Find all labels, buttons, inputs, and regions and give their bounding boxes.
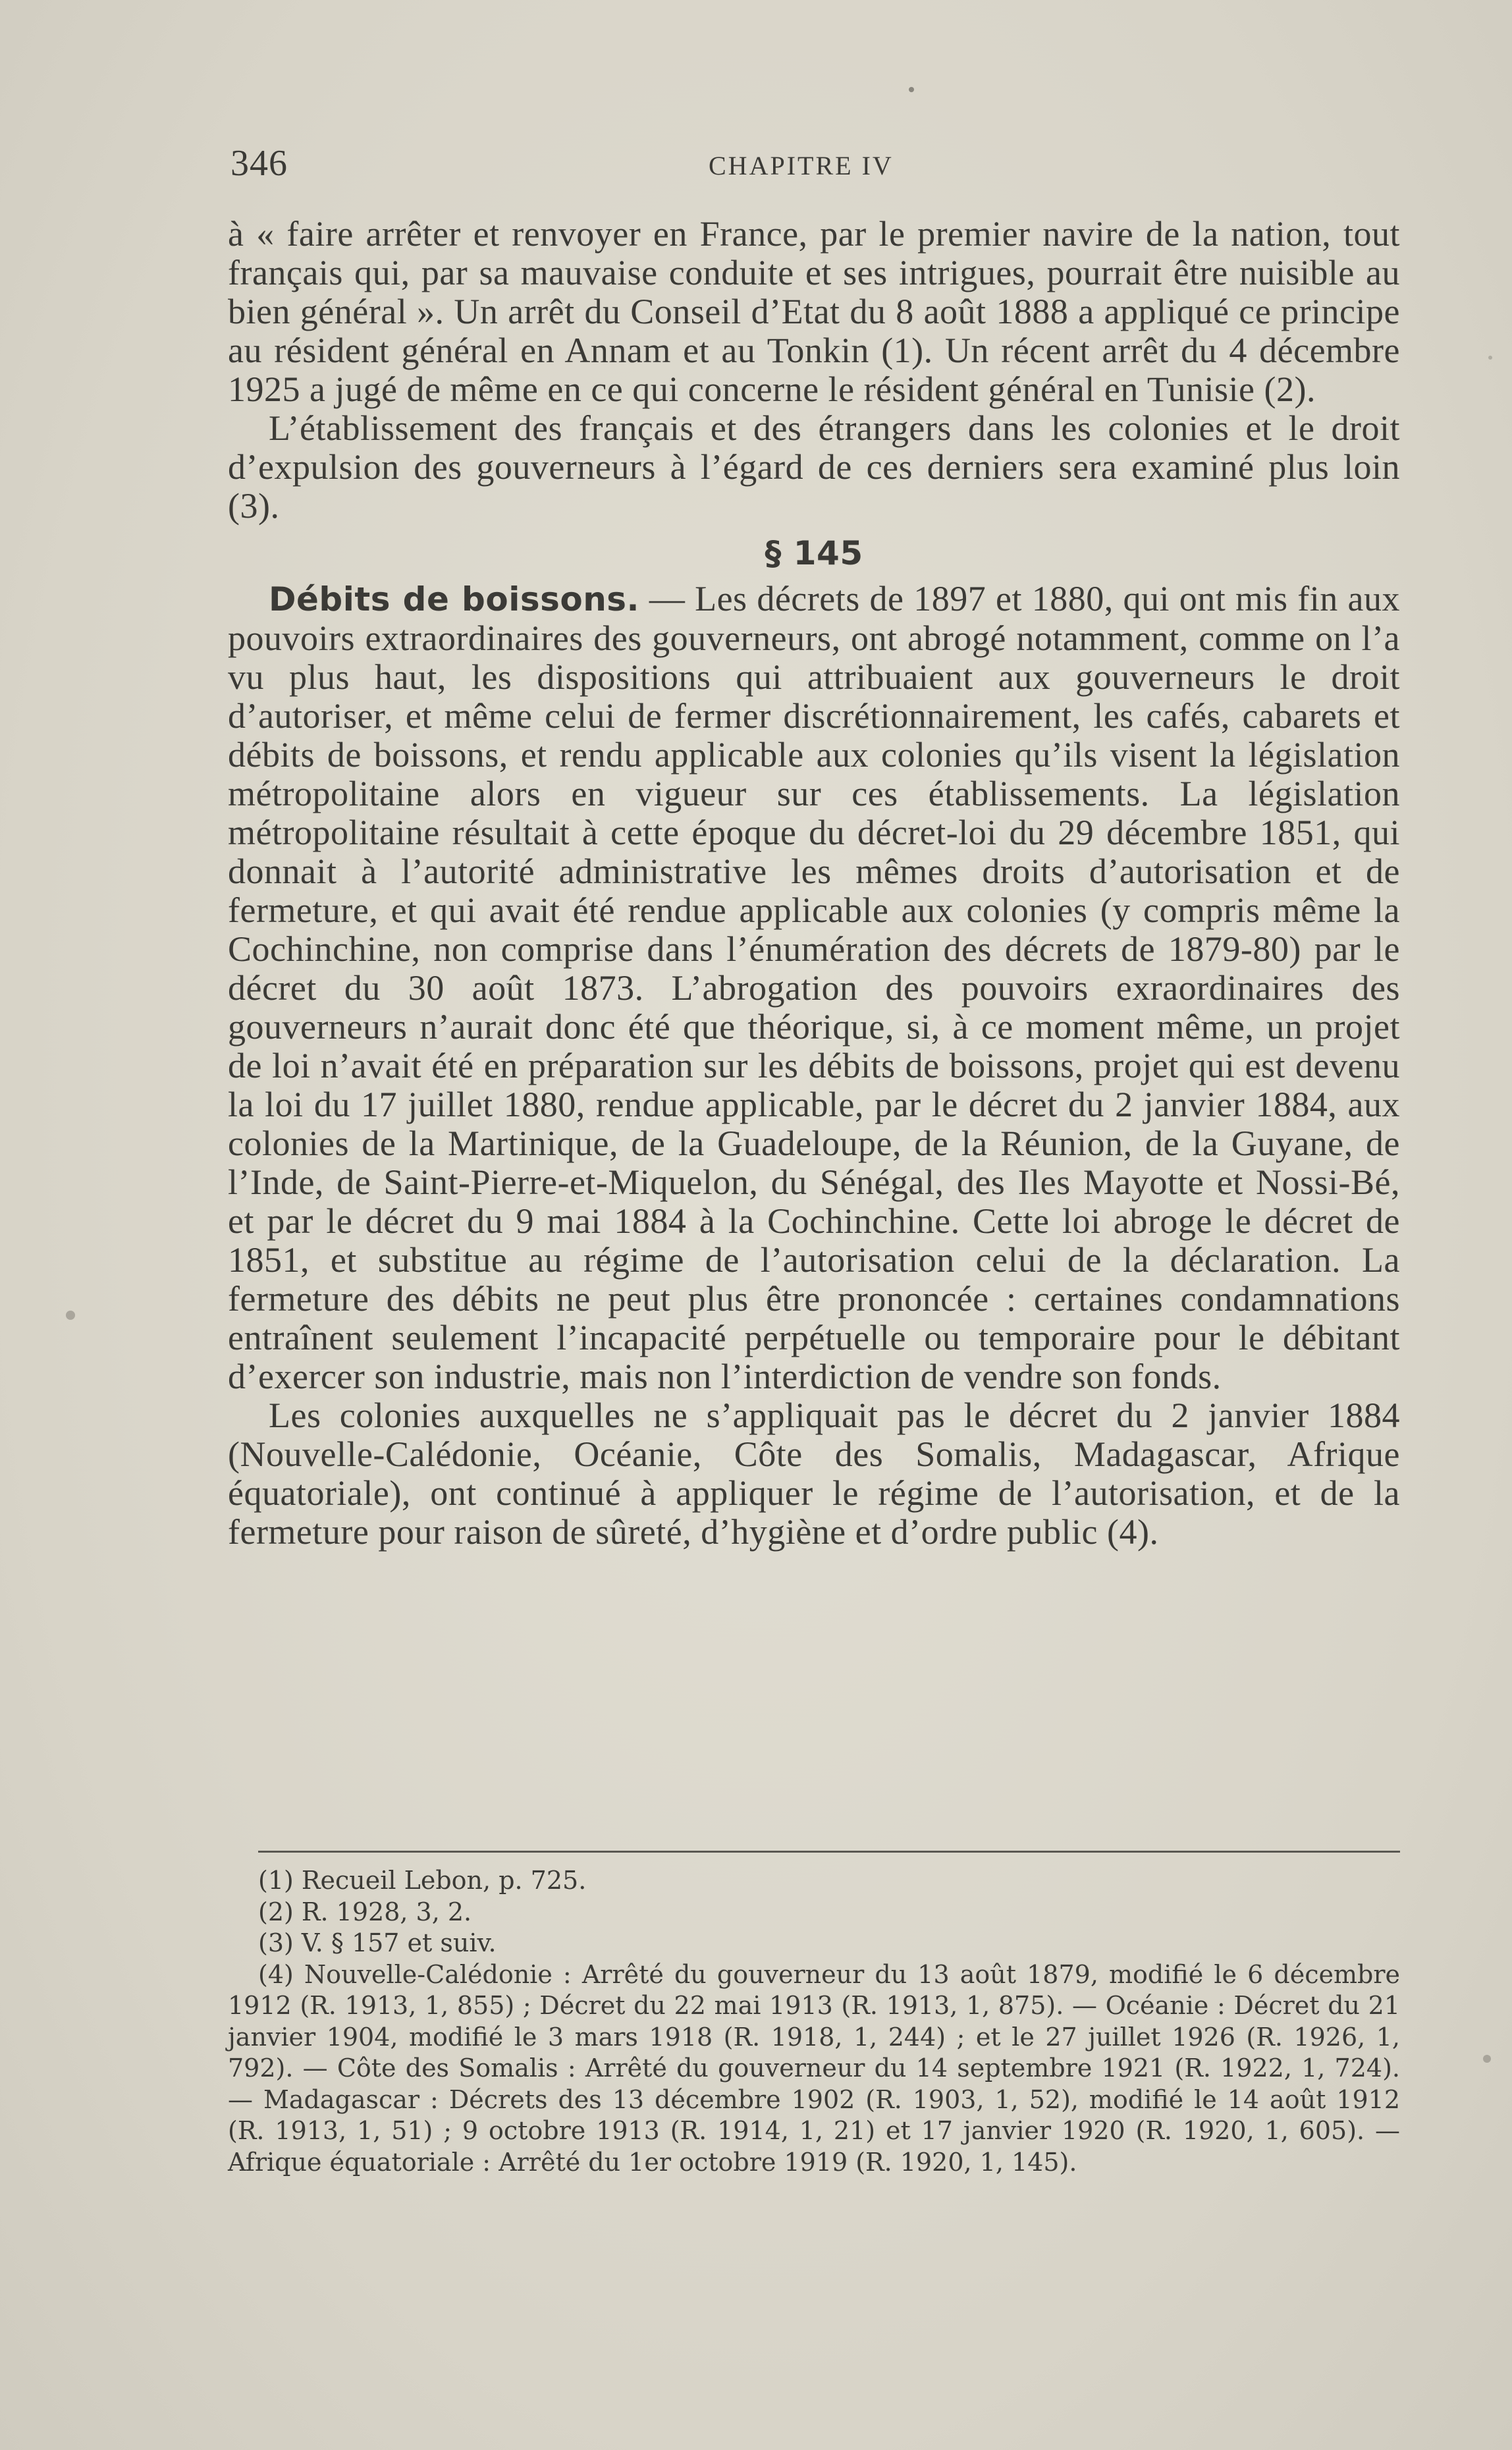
paragraph-3 bbox=[228, 580, 1400, 1396]
footnote-4: (4) Nouvelle-Calédonie : Arrêté du gouverneur du 13 août 1879, modifié le 6 décembre 1912 (R. 1913, 1, 855) ; Décret du 22 mai 1913 (R. 1913, 1, 875). — Océanie : Décret du 21 janvier 1904, modifié le 3 mars 1918 (R. 1918, 1, 244) ; et le 27 juillet 1926 (R. 1926, 1, 792). — Côte des Somalis : Arrêté du gouverneur du 14 septembre 1921 (R. 1922, 1, 724). — Madagascar : Décrets des 13 décembre 1902 (R. 1903, 1, 52), modifié le 14 août 1912 (R. 1913, 1, 51) ; 9 octobre 1913 (R. 1914, 1, 21) et 17 janvier 1920 (R. 1920, 1, 605). — Afrique équatoriale : Arrêté du 1er octobre 1919 (R. 1920, 1, 145). bbox=[228, 1959, 1400, 2177]
footnote-3: (3) V. § 157 et suiv. bbox=[258, 1928, 497, 1957]
page-header bbox=[230, 138, 1403, 184]
paragraph-3-text: — Les décrets de 1897 et 1880, qui ont mis fin aux pouvoirs extraordinaires des gouverneurs, ont abrogé notamment, comme on l’a vu plus haut, les dispositions qui attribuaient aux gouverneurs le droit d’autoriser, et même celui de fermer discrétionnairement, les cafés, cabarets et débits de boissons, et rendu applicable aux colonies qu’ils visent la législation métropolitaine alors en vigueur sur ces établissements. La législation métropolitaine résultait à cette époque du décret-loi du 29 décembre 1851, qui donnait à l’autorité administrative les mêmes droits d’autorisation et de fermeture, et qui avait été rendue applicable aux colonies (y compris même la Cochinchine, non comprise dans l’énumération des décrets de 1879-80) par le décret du 30 août 1873. L’abrogation des pouvoirs exraordinaires des gouverneurs n’aurait donc été que théorique, si, à ce moment même, un projet de loi n’avait été en préparation sur les débits de boissons, projet qui est devenu la loi du 17 juillet 1880, rendue applicable, par le décret du 2 janvier 1884, aux colonies de la Martinique, de la Guadeloupe, de la Réunion, de la Guyane, de l’Inde, de Saint-Pierre-et-Miquelon, du Sénégal, des Iles Mayotte et Nossi-Bé, et par le décret du 9 mai 1884 à la Cochinchine. Cette loi abroge le décret de 1851, et substitue au régime de l’autorisation celui de la déclaration. La fermeture des débits ne peut plus être prononcée : certaines condamnations entraînent seulement l’incapacité perpétuelle ou temporaire pour le débitant d’exercer son industrie, mais non l’interdiction de vendre son fonds. bbox=[228, 579, 1400, 1396]
footnotes bbox=[228, 1865, 1400, 2178]
run-in-title: Débits de boissons. bbox=[269, 580, 640, 618]
main-text bbox=[228, 215, 1400, 1552]
footnote-2: (2) R. 1928, 3, 2. bbox=[258, 1897, 472, 1926]
paper-speck bbox=[66, 1311, 75, 1320]
section-heading: § 145 bbox=[765, 534, 863, 572]
paper-speck bbox=[1483, 2055, 1491, 2063]
running-head: CHAPITRE IV bbox=[709, 151, 894, 180]
paper-speck bbox=[909, 87, 914, 92]
footnote-rule bbox=[258, 1851, 1400, 1853]
paper-speck bbox=[1488, 356, 1492, 360]
paragraph-4: Les colonies auxquelles ne s’appliquait pas le décret du 2 janvier 1884 (Nouvelle-Calédonie, Océanie, Côte des Somalis, Madagascar, Afrique équatoriale), ont continué à appliquer le régime de l’autorisation, et de la fermeture pour raison de sûreté, d’hygiène et d’ordre public (4). bbox=[228, 1396, 1400, 1552]
paragraph-1: à « faire arrêter et renvoyer en France, par le premier navire de la nation, tout français qui, par sa mauvaise conduite et ses intrigues, pourrait être nuisible au bien général ». Un arrêt du Conseil d’Etat du 8 août 1888 a appliqué ce principe au résident général en Annam et au Tonkin (1). Un récent arrêt du 4 décembre 1925 a jugé de même en ce qui concerne le résident général en Tunisie (2). bbox=[228, 214, 1400, 409]
page-number: 346 bbox=[230, 143, 288, 184]
footnote-1: (1) Recueil Lebon, p. 725. bbox=[258, 1866, 587, 1895]
paragraph-2: L’établissement des français et des étrangers dans les colonies et le droit d’expulsion des gouverneurs à l’égard de ces derniers sera examiné plus loin (3). bbox=[228, 408, 1400, 526]
